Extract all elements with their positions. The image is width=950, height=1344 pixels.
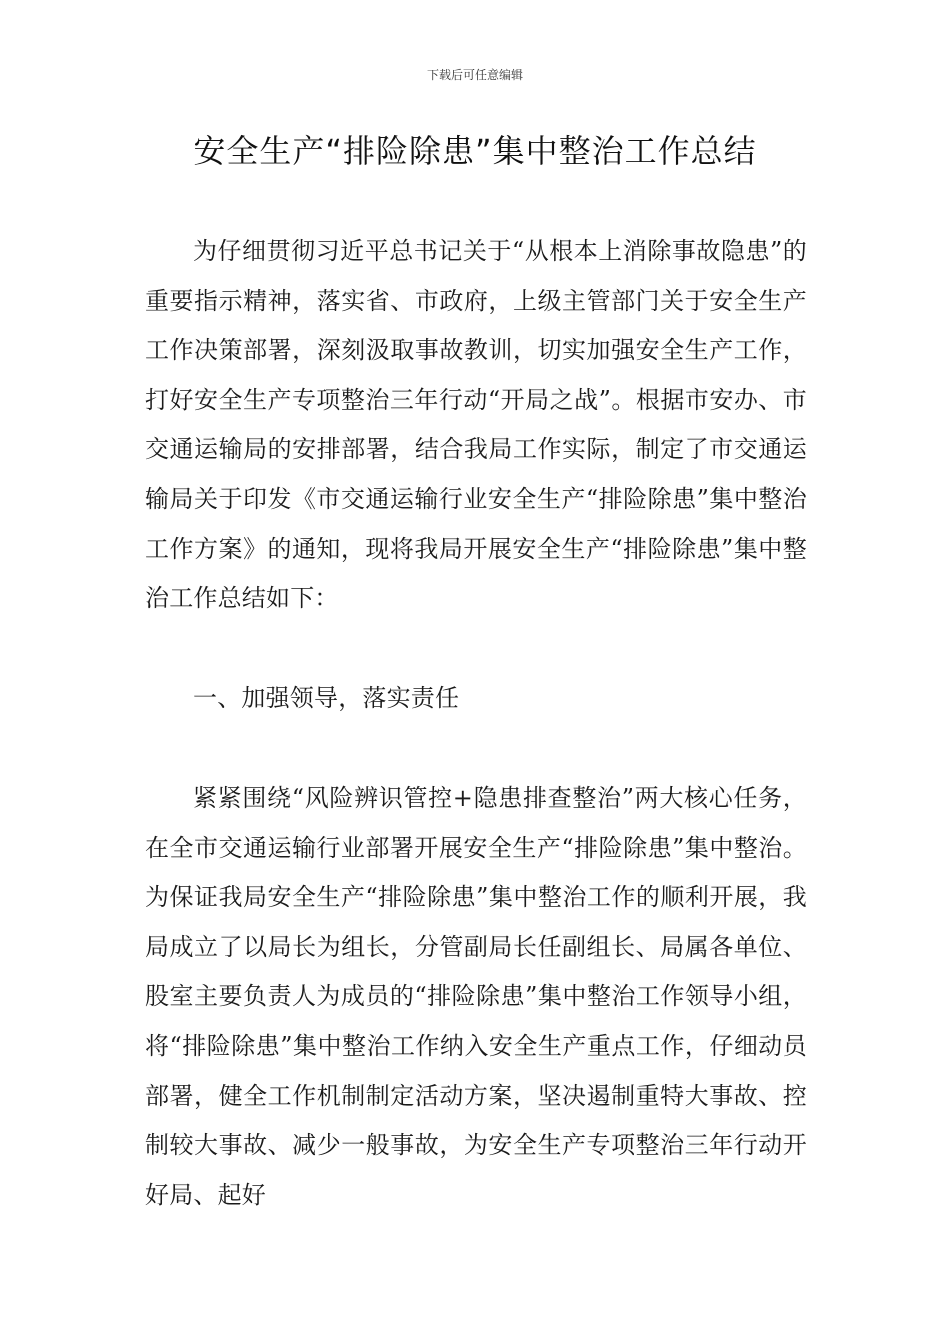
header-note: 下载后可任意编辑 [426, 68, 523, 82]
section-paragraph: 紧紧围绕“风险辨识管控+隐患排查整治”两大核心任务，在全市交通运输行业部署开展安全生产“排险除患”集中整治。为保证我局安全生产“排险除患”集中整治工作的顺利开展，我局成立了以局长为组长，分管副局长任副组长、局属各单位、股室主要负责人为成员的“排险除患”集中整治工作领导小组，将“排险除患”集中整治工作纳入安全生产重点工作，仔细动员部署，健全工作机制制定活动方案，坚决遏制重特大事故、控制较大事故、减少一般事故，为安全生产专项整治三年行动开好局、起好 [145, 784, 807, 1209]
intro-paragraph: 为仔细贯彻习近平总书记关于“从根本上消除事故隐患”的重要指示精神，落实省、市政府，上级主管部门关于安全生产工作决策部署，深刻汲取事故教训，切实加强安全生产工作，打好安全生产专项整治三年行动“开局之战”。根据市安办、市交通运输局的安排部署，结合我局工作实际，制定了市交通运输局关于印发《市交通运输行业安全生产“排险除患”集中整治工作方案》的通知，现将我局开展安全生产“排险除患”集中整治工作总结如下： [145, 237, 807, 613]
section-heading: 一、加强领导，落实责任 [193, 684, 460, 712]
document-title: 安全生产“排险除患”集中整治工作总结 [193, 132, 757, 170]
